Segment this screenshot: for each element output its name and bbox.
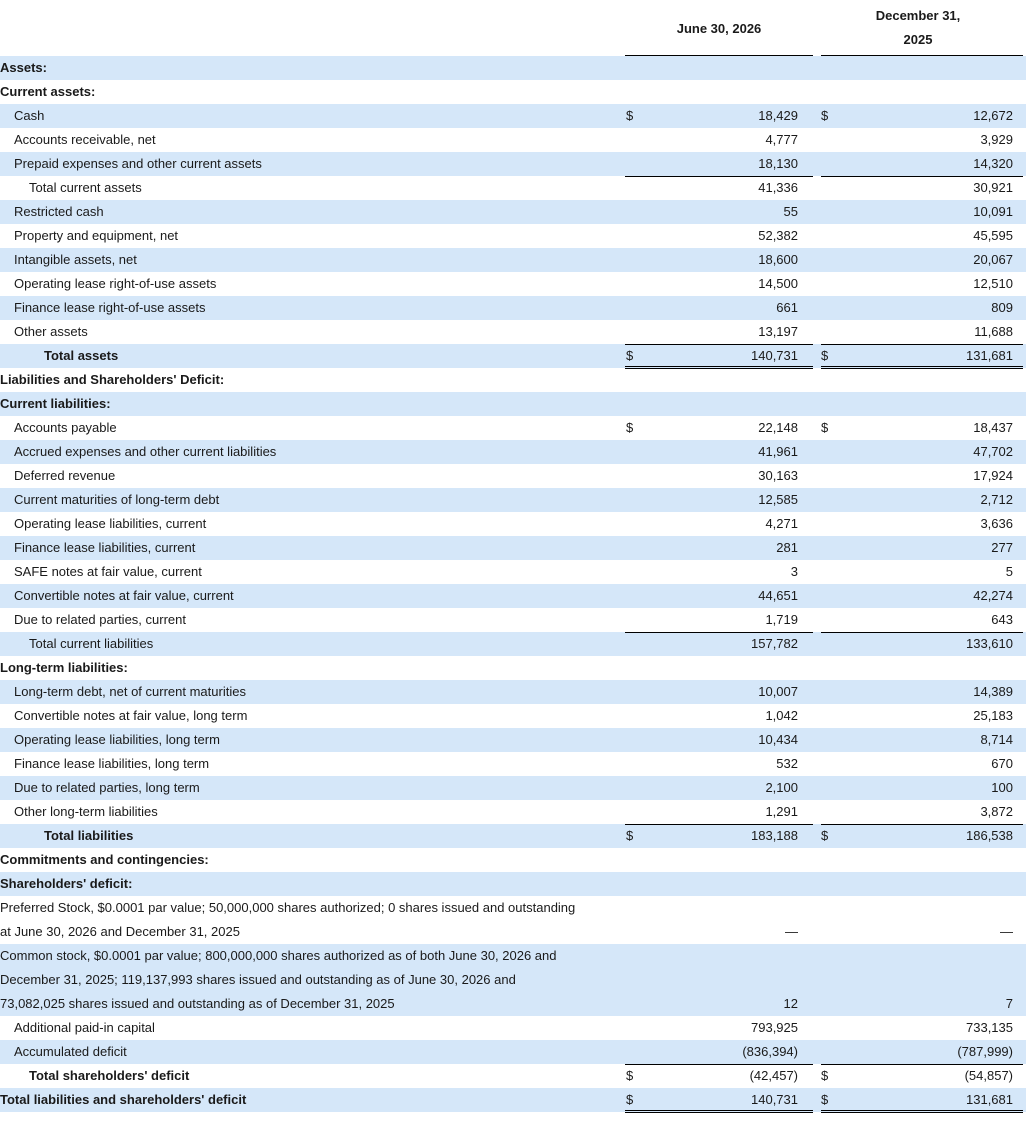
value-june-2026: 661 <box>776 300 798 315</box>
value-december-2025: 18,437 <box>973 420 1013 435</box>
table-row <box>0 464 1026 488</box>
row-label: Due to related parties, long term <box>14 780 200 795</box>
currency-symbol: $ <box>626 1068 634 1083</box>
row-label: Operating lease liabilities, current <box>14 516 207 531</box>
table-row <box>0 608 1026 632</box>
table-row <box>0 128 1026 152</box>
value-december-2025: 25,183 <box>973 708 1013 723</box>
table-row <box>0 512 1026 536</box>
value-june-2026: 41,961 <box>758 444 798 459</box>
value-june-2026: 4,777 <box>765 132 798 147</box>
value-december-2025: — <box>1000 924 1013 939</box>
value-june-2026: 30,163 <box>758 468 798 483</box>
row-label: December 31, 2025; 119,137,993 shares issued and outstanding as of June 30, 2026 and <box>0 972 516 987</box>
row-label: Intangible assets, net <box>14 252 137 267</box>
value-december-2025: 8,714 <box>980 732 1013 747</box>
value-june-2026: 18,600 <box>758 252 798 267</box>
value-june-2026: — <box>785 924 798 939</box>
row-label: Accrued expenses and other current liabilities <box>14 444 277 459</box>
value-december-2025: 11,688 <box>974 324 1013 339</box>
value-june-2026: 13,197 <box>758 324 798 339</box>
value-december-2025: 277 <box>991 540 1013 555</box>
value-june-2026: 18,130 <box>758 156 798 171</box>
value-december-2025: 3,872 <box>980 804 1013 819</box>
value-june-2026: 12,585 <box>758 492 798 507</box>
value-december-2025: 3,636 <box>980 516 1013 531</box>
value-december-2025: 186,538 <box>966 828 1013 843</box>
value-december-2025: 100 <box>991 780 1013 795</box>
table-row <box>0 416 1026 440</box>
value-june-2026: 18,429 <box>758 108 798 123</box>
value-december-2025: 3,929 <box>980 132 1013 147</box>
value-june-2026: 41,336 <box>758 180 798 195</box>
table-row <box>0 704 1026 728</box>
row-label: Long-term debt, net of current maturities <box>14 684 246 699</box>
table-body <box>0 56 1026 1112</box>
value-june-2026: 12 <box>783 996 798 1011</box>
table-row <box>0 1064 1026 1088</box>
value-december-2025: 12,672 <box>973 108 1013 123</box>
value-december-2025: 17,924 <box>973 468 1013 483</box>
currency-symbol: $ <box>626 420 634 435</box>
table-row <box>0 1088 1026 1112</box>
value-december-2025: 12,510 <box>973 276 1013 291</box>
value-june-2026: 140,731 <box>751 348 798 363</box>
table-row <box>0 80 1026 104</box>
value-december-2025: 133,610 <box>966 636 1013 651</box>
table-row <box>0 632 1026 656</box>
currency-symbol: $ <box>626 108 634 123</box>
table-row <box>0 896 1026 920</box>
row-label: Accounts receivable, net <box>14 132 156 147</box>
value-june-2026: 10,007 <box>758 684 798 699</box>
value-june-2026: 1,042 <box>765 708 798 723</box>
currency-symbol: $ <box>626 828 634 843</box>
row-label: Total shareholders' deficit <box>29 1068 190 1083</box>
row-label: at June 30, 2026 and December 31, 2025 <box>0 924 240 939</box>
table-row <box>0 392 1026 416</box>
row-label: Current assets: <box>0 84 96 99</box>
row-label: Current maturities of long-term debt <box>14 492 220 507</box>
table-row <box>0 104 1026 128</box>
value-december-2025: 7 <box>1005 996 1013 1011</box>
row-label: Total assets <box>44 348 119 363</box>
value-december-2025: (787,999) <box>957 1044 1013 1059</box>
value-june-2026: 281 <box>776 540 798 555</box>
value-december-2025: 131,681 <box>966 1092 1013 1107</box>
row-label: Shareholders' deficit: <box>0 876 133 891</box>
value-june-2026: (836,394) <box>742 1044 798 1059</box>
value-december-2025: 670 <box>991 756 1013 771</box>
table-row <box>0 728 1026 752</box>
table-row <box>0 200 1026 224</box>
row-label: Convertible notes at fair value, current <box>14 588 234 603</box>
row-label: Other assets <box>14 324 88 339</box>
currency-symbol: $ <box>821 108 829 123</box>
row-label: Due to related parties, current <box>14 612 186 627</box>
value-june-2026: (42,457) <box>749 1068 798 1083</box>
table-row <box>0 944 1026 968</box>
table-row <box>0 776 1026 800</box>
table-row <box>0 152 1026 176</box>
value-december-2025: 14,320 <box>973 156 1013 171</box>
row-label: Commitments and contingencies: <box>0 852 209 867</box>
value-june-2026: 793,925 <box>751 1020 798 1035</box>
table-row <box>0 848 1026 872</box>
table-row <box>0 560 1026 584</box>
row-label: Finance lease right-of-use assets <box>14 300 206 315</box>
value-june-2026: 3 <box>790 564 798 579</box>
table-row <box>0 320 1026 344</box>
currency-symbol: $ <box>821 828 829 843</box>
value-december-2025: 131,681 <box>966 348 1013 363</box>
value-december-2025: 45,595 <box>973 228 1013 243</box>
table-row <box>0 488 1026 512</box>
row-label: Restricted cash <box>14 204 104 219</box>
value-june-2026: 183,188 <box>751 828 798 843</box>
currency-symbol: $ <box>821 1068 829 1083</box>
row-label: Cash <box>14 108 45 123</box>
table-row <box>0 56 1026 80</box>
column-december-2025 <box>813 0 1023 56</box>
row-label: SAFE notes at fair value, current <box>14 564 202 579</box>
value-june-2026: 140,731 <box>751 1092 798 1107</box>
table-row <box>0 440 1026 464</box>
value-december-2025: 30,921 <box>973 180 1013 195</box>
currency-symbol: $ <box>626 1092 634 1107</box>
row-label: Current liabilities: <box>0 396 111 411</box>
value-december-2025: 42,274 <box>973 588 1013 603</box>
value-june-2026: 1,719 <box>765 612 798 627</box>
column-june-2026: June 30, 2026 <box>676 20 762 36</box>
table-row <box>0 176 1026 200</box>
value-june-2026: 10,434 <box>758 732 798 747</box>
row-label: Assets: <box>0 60 47 75</box>
table-row <box>0 584 1026 608</box>
row-label: Finance lease liabilities, long term <box>14 756 210 771</box>
value-june-2026: 22,148 <box>758 420 798 435</box>
table-row <box>0 752 1026 776</box>
table-row <box>0 272 1026 296</box>
currency-symbol: $ <box>626 348 634 363</box>
currency-symbol: $ <box>821 1092 829 1107</box>
value-december-2025: 2,712 <box>980 492 1013 507</box>
table-row <box>0 824 1026 848</box>
row-label: Total current liabilities <box>29 636 154 651</box>
row-label: Additional paid-in capital <box>14 1020 155 1035</box>
table-row <box>0 1040 1026 1064</box>
value-december-2025: 5 <box>1005 564 1013 579</box>
value-june-2026: 52,382 <box>758 228 798 243</box>
table-row <box>0 656 1026 680</box>
table-row <box>0 248 1026 272</box>
table-row <box>0 680 1026 704</box>
value-june-2026: 157,782 <box>751 636 798 651</box>
row-label: Prepaid expenses and other current assets <box>14 156 262 171</box>
row-label: Accumulated deficit <box>14 1044 127 1059</box>
value-june-2026: 4,271 <box>765 516 798 531</box>
column-december-2025-line2: 2025 <box>903 32 933 47</box>
row-label: Accounts payable <box>14 420 117 435</box>
value-december-2025: (54,857) <box>964 1068 1013 1083</box>
value-june-2026: 44,651 <box>758 588 798 603</box>
table-row <box>0 872 1026 896</box>
row-label: Deferred revenue <box>14 468 116 483</box>
value-june-2026: 2,100 <box>765 780 798 795</box>
row-label: Common stock, $0.0001 par value; 800,000,000 shares authorized as of both June 30, 2026 and <box>0 948 557 963</box>
row-label: Total current assets <box>29 180 142 195</box>
row-label: Liabilities and Shareholders' Deficit: <box>0 372 225 387</box>
column-header <box>0 0 1026 56</box>
value-december-2025: 643 <box>991 612 1013 627</box>
value-december-2025: 809 <box>991 300 1013 315</box>
row-label: Total liabilities <box>44 828 134 843</box>
value-december-2025: 10,091 <box>973 204 1013 219</box>
column-december-2025-line1: December 31, <box>875 8 961 23</box>
value-june-2026: 55 <box>783 204 798 219</box>
row-label: 73,082,025 shares issued and outstanding as of December 31, 2025 <box>0 996 395 1011</box>
value-june-2026: 532 <box>776 756 798 771</box>
row-label: Total liabilities and shareholders' deficit <box>0 1092 247 1107</box>
row-label: Other long-term liabilities <box>14 804 158 819</box>
value-december-2025: 14,389 <box>973 684 1013 699</box>
table-row <box>0 920 1026 944</box>
row-label: Preferred Stock, $0.0001 par value; 50,000,000 shares authorized; 0 shares issued and outstanding <box>0 900 576 915</box>
table-row <box>0 536 1026 560</box>
row-label: Convertible notes at fair value, long term <box>14 708 248 723</box>
table-row <box>0 224 1026 248</box>
value-december-2025: 20,067 <box>973 252 1013 267</box>
table-row <box>0 1016 1026 1040</box>
row-label: Finance lease liabilities, current <box>14 540 196 555</box>
row-label: Property and equipment, net <box>14 228 179 243</box>
currency-symbol: $ <box>821 348 829 363</box>
value-december-2025: 733,135 <box>966 1020 1013 1035</box>
table-row <box>0 800 1026 824</box>
table-row <box>0 368 1026 392</box>
value-december-2025: 47,702 <box>973 444 1013 459</box>
row-label: Long-term liabilities: <box>0 660 128 675</box>
table-row <box>0 992 1026 1016</box>
row-label: Operating lease liabilities, long term <box>14 732 220 747</box>
value-june-2026: 14,500 <box>758 276 798 291</box>
table-row <box>0 344 1026 368</box>
row-label: Operating lease right-of-use assets <box>14 276 217 291</box>
table-row <box>0 968 1026 992</box>
value-june-2026: 1,291 <box>765 804 798 819</box>
table-row <box>0 296 1026 320</box>
currency-symbol: $ <box>821 420 829 435</box>
